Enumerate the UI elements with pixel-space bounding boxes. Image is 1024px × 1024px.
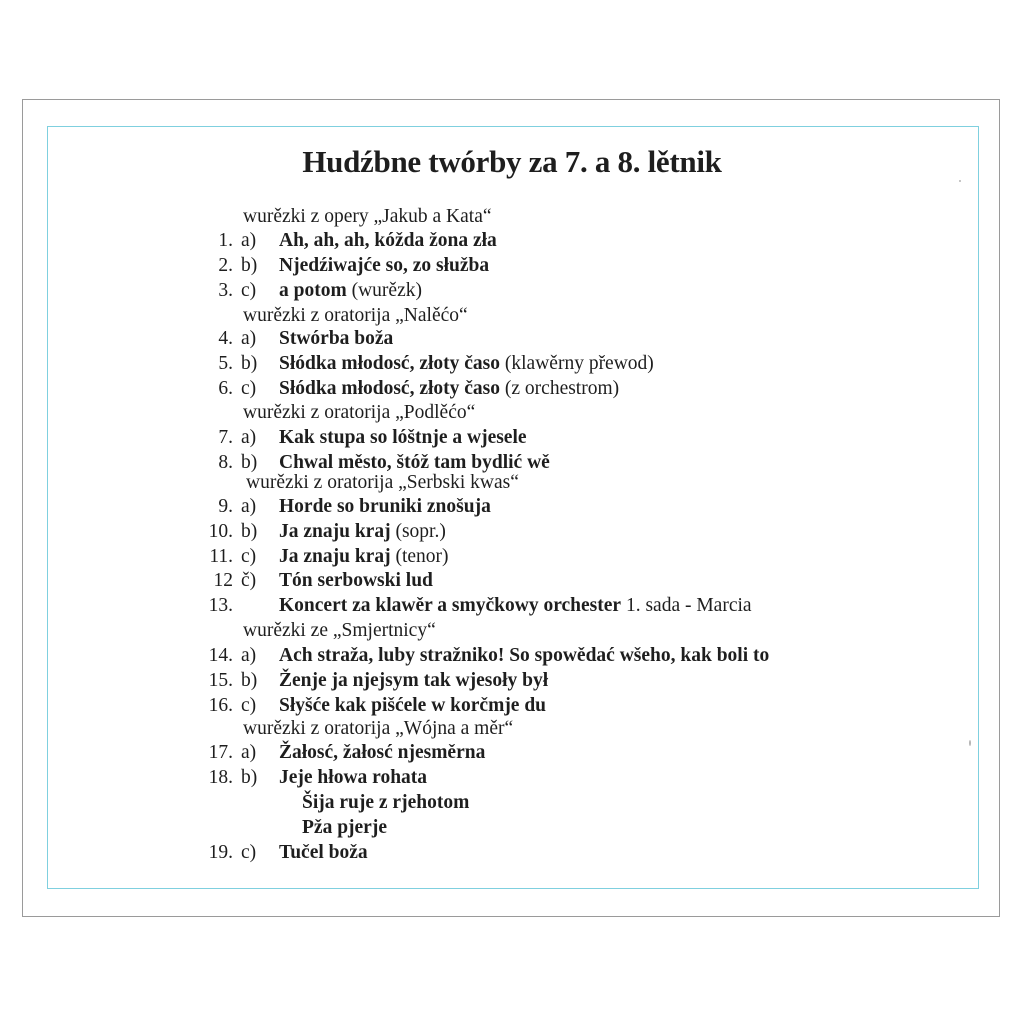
section-heading: wurězki ze „Smjertnicy“	[243, 620, 436, 641]
paper-speck	[959, 180, 961, 182]
track-letter: a)	[241, 230, 257, 251]
track-row	[0, 327, 1000, 351]
track-row	[0, 279, 1000, 303]
track-number: 17.	[208, 742, 233, 763]
track-title-group	[279, 279, 422, 303]
track-letter: a)	[241, 328, 257, 349]
track-number: 5.	[218, 353, 233, 374]
track-title-group	[279, 377, 619, 401]
track-title-group	[279, 352, 654, 376]
track-number: 6.	[218, 378, 233, 399]
track-row	[0, 569, 1000, 593]
track-row	[0, 644, 1000, 668]
track-title-group	[279, 495, 491, 519]
track-title: Stwórba boža	[279, 328, 394, 349]
track-title: Ah, ah, ah, kóžda žona zła	[279, 230, 497, 251]
section-heading: wurězki z oratorija „Wójna a měr“	[243, 718, 514, 739]
track-title-group	[279, 520, 446, 544]
track-row	[0, 694, 1000, 718]
track-note: 1. sada - Marcia	[621, 595, 752, 616]
track-number: 19.	[208, 842, 233, 863]
track-note: (wurězk)	[346, 280, 422, 301]
track-letter: c)	[241, 546, 257, 567]
track-note: (tenor)	[390, 546, 449, 567]
track-letter: a)	[241, 496, 257, 517]
track-letter: a)	[241, 742, 257, 763]
track-number: 9.	[218, 496, 233, 517]
track-number: 7.	[218, 427, 233, 448]
track-number: 13.	[208, 595, 233, 616]
track-row	[0, 545, 1000, 569]
track-letter: b)	[241, 452, 258, 473]
track-number: 11.	[209, 546, 233, 567]
track-title-group	[279, 327, 393, 351]
paper-speck	[969, 740, 971, 746]
track-title: Ach straža, luby stražniko! So spowědać wšeho, kak boli to	[279, 645, 770, 666]
track-title-group	[279, 841, 368, 865]
track-row	[0, 254, 1000, 278]
track-note: (klawěrny přewod)	[500, 353, 654, 374]
track-note: (z orchestrom)	[500, 378, 620, 399]
track-title: Tón serbowski lud	[279, 570, 433, 591]
track-number: 8.	[218, 452, 233, 473]
track-title: Słódka młodosć, złoty časo	[279, 353, 501, 374]
track-title: a potom	[279, 280, 347, 301]
track-letter: b)	[241, 767, 258, 788]
track-row	[0, 594, 1000, 618]
track-number: 14.	[208, 645, 233, 666]
track-letter: c)	[241, 695, 257, 716]
track-title-group	[279, 229, 497, 253]
track-row	[0, 669, 1000, 693]
track-title-continuation: Pža pjerje	[302, 817, 387, 838]
track-title-group	[279, 766, 427, 790]
section-heading: wurězki z oratorija „Nalěćo“	[243, 305, 468, 326]
track-title: Žałosć, žałosć njesměrna	[279, 742, 486, 763]
track-number: 4.	[218, 328, 233, 349]
track-title-group	[279, 254, 489, 278]
track-number: 10.	[208, 521, 233, 542]
track-title-group	[279, 694, 546, 718]
track-row	[0, 495, 1000, 519]
track-number: 12	[213, 570, 233, 591]
track-row	[0, 741, 1000, 765]
track-letter: a)	[241, 427, 257, 448]
track-number: 2.	[218, 255, 233, 276]
track-title-group	[279, 569, 433, 593]
track-letter: b)	[241, 670, 258, 691]
track-title: Koncert za klawěr a smyčkowy orchester	[279, 595, 622, 616]
track-letter: a)	[241, 645, 257, 666]
section-heading: wurězki z opery „Jakub a Kata“	[243, 206, 492, 227]
track-title: Chwal město, štóž tam bydlić wě	[279, 452, 550, 473]
track-title-group	[279, 545, 449, 569]
track-row	[0, 841, 1000, 865]
track-letter: b)	[241, 521, 258, 542]
track-title: Ja znaju kraj	[279, 521, 391, 542]
track-title-group	[279, 644, 769, 668]
track-number: 18.	[208, 767, 233, 788]
track-row	[0, 377, 1000, 401]
track-letter: c)	[241, 280, 257, 301]
track-title-continuation: Šija ruje z rjehotom	[302, 792, 470, 813]
track-letter: č)	[241, 570, 257, 591]
track-title-group	[279, 669, 548, 693]
track-title-group	[279, 426, 527, 450]
track-title: Tučel boža	[279, 842, 368, 863]
track-number: 16.	[208, 695, 233, 716]
track-title-group	[279, 741, 485, 765]
track-title: Słódka młodosć, złoty časo	[279, 378, 501, 399]
track-number: 1.	[218, 230, 233, 251]
track-letter: c)	[241, 842, 257, 863]
track-title: Ženje ja njejsym tak wjesoły był	[279, 670, 549, 691]
track-note: (sopr.)	[390, 521, 446, 542]
track-title: Njedźiwajće so, zo słužba	[279, 255, 490, 276]
page-title: Hudźbne twórby za 7. a 8. lětnik	[302, 144, 722, 179]
track-letter: c)	[241, 378, 257, 399]
section-heading: wurězki z oratorija „Serbski kwas“	[246, 472, 519, 493]
track-title-group	[279, 594, 752, 618]
track-title: Ja znaju kraj	[279, 546, 391, 567]
track-row	[0, 352, 1000, 376]
track-title: Horde so bruniki znošuja	[279, 496, 491, 517]
section-heading: wurězki z oratorija „Podlěćo“	[243, 402, 476, 423]
track-row	[0, 520, 1000, 544]
track-row	[0, 426, 1000, 450]
track-title: Kak stupa so lóštnje a wjesele	[279, 427, 527, 448]
track-number: 15.	[208, 670, 233, 691]
track-title: Jeje hłowa rohata	[279, 767, 428, 788]
track-letter: b)	[241, 353, 258, 374]
track-title: Słyšće kak pišćele w korčmje du	[279, 695, 547, 716]
track-number: 3.	[218, 280, 233, 301]
track-row	[0, 766, 1000, 790]
track-row	[0, 229, 1000, 253]
track-letter: b)	[241, 255, 258, 276]
